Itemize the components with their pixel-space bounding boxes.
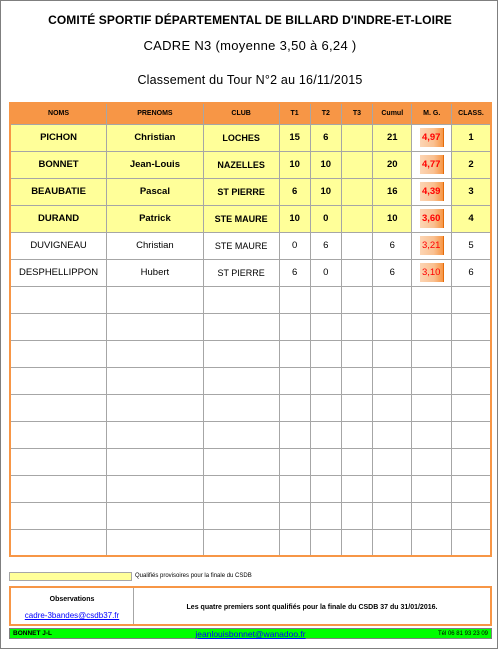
empty-cell — [451, 502, 491, 529]
empty-table-row — [10, 286, 491, 313]
empty-cell — [279, 394, 310, 421]
empty-cell — [341, 313, 372, 340]
col-header-t3: T3 — [341, 103, 372, 124]
empty-cell — [341, 502, 372, 529]
table-row — [10, 259, 491, 286]
cell-class: 3 — [451, 178, 491, 205]
cell-club: ST PIERRE — [203, 259, 279, 286]
empty-table-row — [10, 367, 491, 394]
empty-table-row — [10, 448, 491, 475]
empty-cell — [203, 286, 279, 313]
empty-cell — [203, 475, 279, 502]
empty-cell — [341, 475, 372, 502]
legend-text: Qualifiés provisoires pour la finale du CSDB — [135, 573, 252, 579]
cell-nom: BEAUBATIE — [10, 178, 107, 205]
cell-class: 2 — [451, 151, 491, 178]
empty-table-row — [10, 502, 491, 529]
cell-class: 1 — [451, 124, 491, 151]
empty-cell — [203, 367, 279, 394]
empty-cell — [107, 448, 204, 475]
cell-club: LOCHES — [203, 124, 279, 151]
empty-cell — [10, 448, 107, 475]
cell-nom: DUVIGNEAU — [10, 232, 107, 259]
cell-nom: DESPHELLIPPON — [10, 259, 107, 286]
empty-cell — [10, 313, 107, 340]
empty-cell — [310, 367, 341, 394]
empty-cell — [279, 529, 310, 556]
empty-cell — [310, 286, 341, 313]
footer-author: BONNET J-L — [13, 630, 52, 637]
cell-club: STE MAURE — [203, 205, 279, 232]
empty-cell — [203, 529, 279, 556]
empty-table-row — [10, 340, 491, 367]
empty-cell — [10, 367, 107, 394]
col-header-cumul: Cumul — [373, 103, 412, 124]
observations-contact — [11, 588, 134, 624]
cell-mg — [412, 178, 451, 205]
empty-table-row — [10, 394, 491, 421]
empty-cell — [279, 475, 310, 502]
mg-value: 4,39 — [420, 182, 444, 201]
empty-cell — [10, 394, 107, 421]
empty-cell — [107, 475, 204, 502]
empty-cell — [451, 475, 491, 502]
cell-t1: 0 — [279, 232, 310, 259]
empty-cell — [341, 421, 372, 448]
cell-nom: BONNET — [10, 151, 107, 178]
empty-cell — [373, 448, 412, 475]
empty-cell — [203, 394, 279, 421]
cell-t2: 0 — [310, 259, 341, 286]
empty-cell — [107, 529, 204, 556]
empty-cell — [451, 340, 491, 367]
empty-cell — [10, 475, 107, 502]
empty-cell — [341, 340, 372, 367]
table-row — [10, 151, 491, 178]
col-header-t1: T1 — [279, 103, 310, 124]
empty-cell — [373, 529, 412, 556]
cell-t1: 15 — [279, 124, 310, 151]
cell-t3 — [341, 205, 372, 232]
cell-nom: DURAND — [10, 205, 107, 232]
empty-cell — [310, 529, 341, 556]
cell-club: NAZELLES — [203, 151, 279, 178]
cell-prenom: Patrick — [107, 205, 204, 232]
footer-phone: Tél 06 81 93 23 09 — [437, 631, 488, 637]
cell-cumul: 10 — [373, 205, 412, 232]
empty-cell — [107, 502, 204, 529]
empty-cell — [279, 502, 310, 529]
cell-t1: 6 — [279, 178, 310, 205]
table-row — [10, 232, 491, 259]
empty-cell — [10, 421, 107, 448]
cell-t1: 10 — [279, 205, 310, 232]
cell-t2: 10 — [310, 178, 341, 205]
empty-cell — [451, 394, 491, 421]
mg-value: 4,97 — [420, 128, 444, 147]
table-row — [10, 178, 491, 205]
empty-cell — [107, 313, 204, 340]
col-header-class: CLASS. — [451, 103, 491, 124]
empty-cell — [107, 394, 204, 421]
mg-value: 3,21 — [420, 236, 444, 255]
empty-cell — [451, 313, 491, 340]
empty-cell — [373, 394, 412, 421]
empty-cell — [412, 367, 451, 394]
empty-cell — [412, 529, 451, 556]
empty-cell — [10, 286, 107, 313]
empty-cell — [373, 286, 412, 313]
empty-cell — [203, 421, 279, 448]
cell-class: 5 — [451, 232, 491, 259]
empty-table-row — [10, 529, 491, 556]
empty-cell — [310, 502, 341, 529]
cell-cumul: 6 — [373, 259, 412, 286]
empty-cell — [107, 421, 204, 448]
empty-cell — [451, 286, 491, 313]
cell-club: STE MAURE — [203, 232, 279, 259]
empty-cell — [279, 340, 310, 367]
empty-cell — [203, 502, 279, 529]
cell-prenom: Christian — [107, 124, 204, 151]
footer-email-link[interactable]: jeanlouisbonnet@wanadoo.fr — [195, 629, 306, 639]
observations-note: Les quatre premiers sont qualifiés pour la finale du CSDB 37 du 31/01/2016. — [186, 604, 438, 611]
cell-mg — [412, 232, 451, 259]
empty-cell — [373, 475, 412, 502]
col-header-noms: NOMS — [10, 103, 107, 124]
empty-cell — [10, 529, 107, 556]
cell-prenom: Hubert — [107, 259, 204, 286]
empty-cell — [373, 367, 412, 394]
empty-cell — [412, 502, 451, 529]
col-header-t2: T2 — [310, 103, 341, 124]
empty-cell — [279, 421, 310, 448]
cell-t1: 6 — [279, 259, 310, 286]
observations-title: Observations — [49, 596, 95, 603]
empty-table-row — [10, 313, 491, 340]
empty-cell — [412, 421, 451, 448]
round-heading: Classement du Tour N°2 au 16/11/2015 — [137, 73, 363, 87]
cell-t2: 6 — [310, 232, 341, 259]
col-header-club: CLUB — [203, 103, 279, 124]
document-title: COMITÉ SPORTIF DÉPARTEMENTAL DE BILLARD D'INDRE-ET-LOIRE — [48, 13, 452, 27]
cell-t2: 6 — [310, 124, 341, 151]
empty-cell — [107, 286, 204, 313]
empty-cell — [107, 367, 204, 394]
empty-cell — [451, 421, 491, 448]
col-header-mg: M. G. — [412, 103, 451, 124]
cell-t3 — [341, 232, 372, 259]
empty-cell — [412, 475, 451, 502]
empty-cell — [310, 421, 341, 448]
empty-cell — [341, 529, 372, 556]
empty-cell — [373, 421, 412, 448]
empty-cell — [341, 394, 372, 421]
cell-prenom: Jean-Louis — [107, 151, 204, 178]
empty-cell — [203, 340, 279, 367]
table-row — [10, 205, 491, 232]
empty-cell — [203, 448, 279, 475]
empty-cell — [10, 340, 107, 367]
mg-value: 3,60 — [420, 209, 444, 228]
empty-cell — [279, 367, 310, 394]
empty-cell — [310, 394, 341, 421]
cell-t2: 0 — [310, 205, 341, 232]
cell-mg — [412, 124, 451, 151]
col-header-prenoms: PRENOMS — [107, 103, 204, 124]
empty-cell — [279, 313, 310, 340]
mg-value: 4,77 — [420, 155, 444, 174]
cell-class: 4 — [451, 205, 491, 232]
empty-cell — [310, 313, 341, 340]
empty-cell — [10, 502, 107, 529]
empty-cell — [412, 340, 451, 367]
cell-club: ST PIERRE — [203, 178, 279, 205]
cell-mg — [412, 259, 451, 286]
cell-t2: 10 — [310, 151, 341, 178]
legend-swatch — [9, 572, 132, 581]
empty-cell — [341, 448, 372, 475]
empty-cell — [310, 475, 341, 502]
cell-mg — [412, 151, 451, 178]
empty-cell — [310, 448, 341, 475]
cell-cumul: 20 — [373, 151, 412, 178]
cell-cumul: 21 — [373, 124, 412, 151]
empty-cell — [412, 286, 451, 313]
empty-cell — [451, 529, 491, 556]
cell-prenom: Pascal — [107, 178, 204, 205]
empty-cell — [451, 448, 491, 475]
table-row — [10, 124, 491, 151]
category-subtitle: CADRE N3 (moyenne 3,50 à 6,24 ) — [143, 38, 357, 53]
cell-cumul: 16 — [373, 178, 412, 205]
ranking-table — [9, 102, 492, 557]
empty-cell — [373, 340, 412, 367]
empty-cell — [373, 502, 412, 529]
empty-cell — [279, 448, 310, 475]
cell-nom: PICHON — [10, 124, 107, 151]
cell-t1: 10 — [279, 151, 310, 178]
empty-table-row — [10, 421, 491, 448]
observations-box — [9, 586, 492, 626]
empty-cell — [412, 313, 451, 340]
cell-t3 — [341, 124, 372, 151]
cell-prenom: Christian — [107, 232, 204, 259]
empty-cell — [412, 394, 451, 421]
empty-cell — [412, 448, 451, 475]
empty-cell — [203, 313, 279, 340]
empty-cell — [279, 286, 310, 313]
cell-class: 6 — [451, 259, 491, 286]
empty-cell — [373, 313, 412, 340]
observations-email-link[interactable]: cadre-3bandes@csdb37.fr — [24, 611, 120, 620]
empty-cell — [310, 340, 341, 367]
footer-bar — [9, 628, 492, 639]
cell-t3 — [341, 151, 372, 178]
empty-cell — [341, 286, 372, 313]
mg-value: 3,10 — [420, 263, 444, 282]
cell-t3 — [341, 178, 372, 205]
empty-table-row — [10, 475, 491, 502]
cell-cumul: 6 — [373, 232, 412, 259]
table-header-row — [10, 103, 491, 124]
empty-cell — [107, 340, 204, 367]
cell-mg — [412, 205, 451, 232]
empty-cell — [451, 367, 491, 394]
empty-cell — [341, 367, 372, 394]
cell-t3 — [341, 259, 372, 286]
